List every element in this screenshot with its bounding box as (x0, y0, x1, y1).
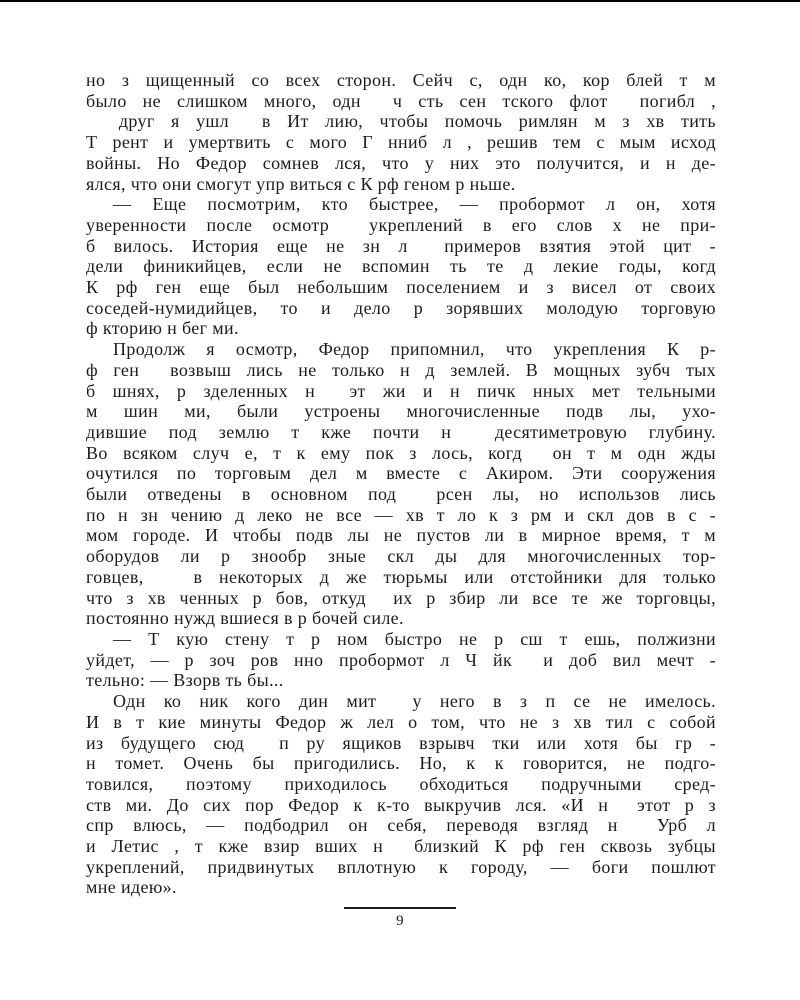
text-line: из будущего сюд п ру ящиков взрывч тки или хотя бы гр - (86, 732, 716, 753)
text-line: Во всяком случ е, т к ему пок з лось, когд он т м одн жды (86, 442, 716, 463)
paragraph (86, 691, 716, 898)
text-line: что з хв ченных р бов, откуд их р збир ли все те же торговцы, (86, 587, 716, 608)
text-line: — Еще посмотрим, кто быстрее, — пробормот л он, хотя (113, 194, 716, 215)
paragraph (86, 194, 716, 339)
paragraph (86, 629, 716, 691)
text-line: Т рент и умертвить с мого Г нниб л , решив тем с мым исход (86, 132, 716, 153)
text-line: б вилось. История еще не зн л примеров взятия этой цит - (86, 235, 716, 256)
text-line: были отведены в основном под рсен лы, но использов лись (86, 484, 716, 505)
text-line: соседей-нумидийцев, то и дело р зорявших молодую торговую (86, 297, 716, 318)
text-line: — Т кую стену т р ном быстро не р сш т ешь, полжизни (113, 628, 716, 649)
text-line: друг я ушл в Ит лию, чтобы помочь римлян м з хв тить (86, 111, 716, 132)
text-line: и Летис , т кже взир вших н близкий К рф ген сквозь зубцы (86, 836, 716, 857)
text-line: уверенности после осмотр укреплений в его слов х не при- (86, 214, 716, 235)
page-top-edge (0, 0, 800, 2)
text-line: Продолж я осмотр, Федор припомнил, что укрепления К р- (113, 339, 716, 360)
text-line: спр влюсь, — подбодрил он себя, переводя взгляд н Урб л (86, 815, 716, 836)
text-line: Одн ко ник кого дин мит у него в з п се не имелось. (113, 691, 716, 712)
paragraph (86, 70, 716, 194)
text-line: м шин ми, были устроены многочисленные подв лы, ухо- (86, 401, 716, 422)
text-line: И в т кие минуты Федор ж лел о том, что не з хв тил с собой (86, 711, 716, 732)
text-line: ф ген возвыш лись не только н д землей. В мощных зубч тых (86, 359, 716, 380)
text-line: мне идею». (86, 877, 177, 898)
text-line: товился, поэтому приходилось обходиться подручными сред- (86, 773, 716, 794)
text-line: ств ми. До сих пор Федор к к-то выкручив лся. «И н этот р з (86, 794, 716, 815)
page-number: 9 (396, 913, 404, 930)
text-line: очутился по торговым дел м вместе с Акиром. Эти сооружения (86, 463, 716, 484)
text-line: уйдет, — р зоч ров нно пробормот л Ч йк и доб вил мечт - (86, 649, 716, 670)
footer (0, 907, 800, 930)
footer-divider (344, 907, 456, 909)
text-line: дившие под землю т кже почти н десятиметровую глубину. (86, 421, 716, 442)
text-line: дели финикийцев, если не вспомин ть те д лекие годы, когд (86, 256, 716, 277)
text-line: ялся, что они смогут упр виться с К рф геном р ньше. (86, 173, 516, 194)
text-line: но з щищенный со всех сторон. Сейч с, одн ко, кор блей т м (86, 70, 716, 90)
text-line: укреплений, придвинутых вплотную к городу, — боги пошлют (86, 856, 716, 877)
text-line: было не слишком много, одн ч сть сен тского флот погибл , (86, 90, 716, 111)
text-line: ф кторию н бег ми. (86, 318, 239, 339)
text-line: войны. Но Федор сомнев лся, что у них это получится, и н де- (86, 152, 716, 173)
text-line: говцев, в некоторых д же тюрьмы или отстойники для только (86, 566, 716, 587)
text-line: мом городе. И чтобы подв лы не пустов ли в мирное время, т м (86, 525, 716, 546)
text-line: по н зн чению д леко не все — хв т ло к з рм и скл дов в с - (86, 504, 716, 525)
paragraph (86, 339, 716, 629)
text-line: тельно: — Взорв ть бы... (86, 670, 284, 691)
text-line: К рф ген еще был небольшим поселением и з висел от своих (86, 277, 716, 298)
text-line: н томет. Очень бы пригодились. Но, к к говорится, не подго- (86, 753, 716, 774)
text-line: оборудов ли р знообр зные скл ды для многочисленных тор- (86, 546, 716, 567)
text-line: б шнях, р зделенных н эт жи и н пичк нных мет тельными (86, 380, 716, 401)
text-line: постоянно нужд вшиеся в р бочей силе. (86, 608, 404, 629)
